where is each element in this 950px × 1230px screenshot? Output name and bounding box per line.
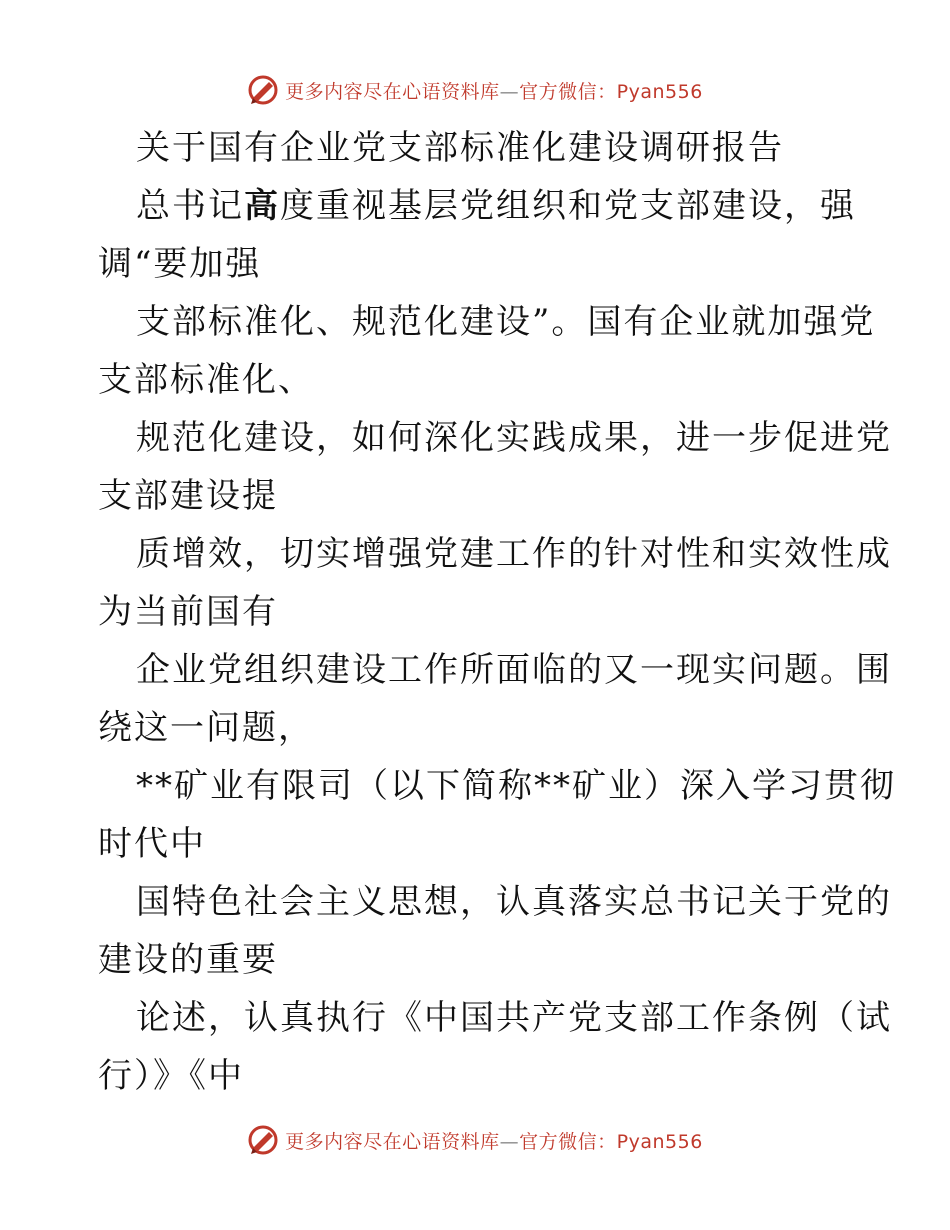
- paragraph-line: 企业党组织建设工作所面临的又一现实问题。围: [136, 650, 892, 690]
- banner-text: 更多内容尽在心语资料库—官方微信：Pyan556: [285, 1130, 703, 1153]
- pen-circle-logo-icon: [247, 1124, 279, 1156]
- pen-circle-logo-icon: [247, 74, 279, 106]
- paragraph-line: 质增效，切实增强党建工作的针对性和实效性成: [136, 534, 892, 574]
- paragraph-line: 支部标准化、: [98, 360, 314, 400]
- paragraph-line: 支部建设提: [98, 476, 278, 516]
- paragraph-line: **矿业有限司（以下简称**矿业）深入学习贯彻: [136, 766, 896, 806]
- document-title: 关于国有企业党支部标准化建设调研报告: [136, 128, 784, 168]
- header-banner: [0, 70, 950, 110]
- banner-text: 更多内容尽在心语资料库—官方微信：Pyan556: [285, 80, 703, 103]
- paragraph-line: 调“要加强: [98, 244, 262, 284]
- paragraph-line: 行）》《中: [98, 1056, 244, 1096]
- paragraph-line: 国特色社会主义思想，认真落实总书记关于党的: [136, 882, 892, 922]
- paragraph-line: 论述，认真执行《中国共产党支部工作条例（试: [136, 998, 892, 1038]
- footer-banner: [0, 1120, 950, 1160]
- paragraph-line: 支部标准化、规范化建设”。国有企业就加强党: [136, 302, 876, 342]
- paragraph-line: 为当前国有: [98, 592, 278, 632]
- paragraph-line: 时代中: [98, 824, 206, 864]
- paragraph-line: 建设的重要: [98, 940, 278, 980]
- paragraph-line: 总书记高度重视基层党组织和党支部建设，强: [136, 186, 856, 226]
- paragraph-line: 绕这一问题，: [98, 708, 314, 748]
- paragraph-line: 规范化建设，如何深化实践成果，进一步促进党: [136, 418, 892, 458]
